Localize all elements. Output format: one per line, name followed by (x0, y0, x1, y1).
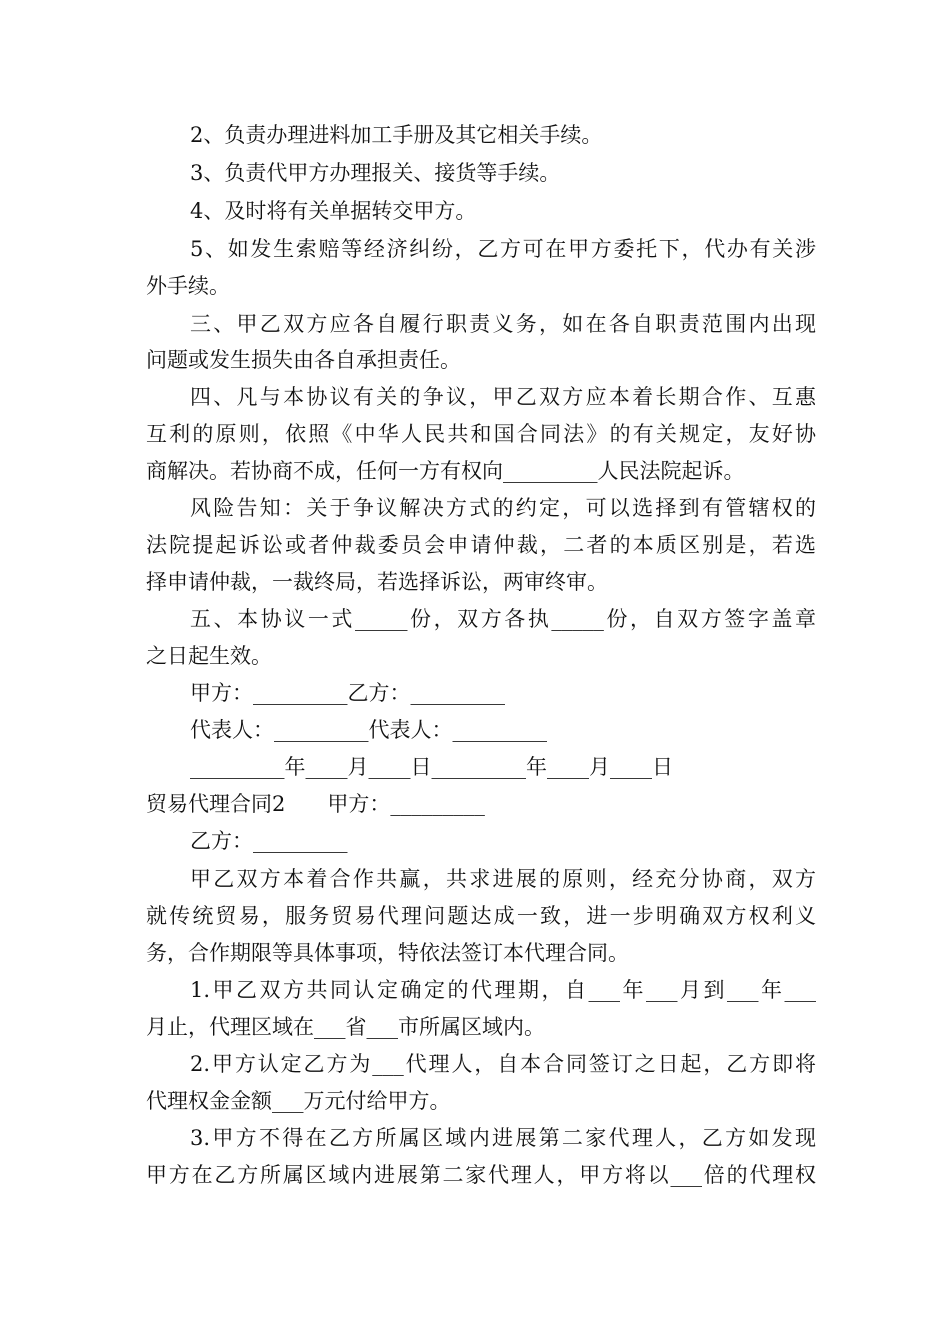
text-line: 月止，代理区域在___省___市所属区域内。 (146, 1015, 545, 1039)
text-line: 4、及时将有关单据转交甲方。 (190, 199, 477, 223)
text-line: 风险告知：关于争议解决方式的约定，可以选择到有管辖权的 (190, 496, 816, 520)
text-line: 务，合作期限等具体事项，特依法签订本代理合同。 (146, 941, 629, 965)
section-title: 贸易代理合同2 甲方：_________ (146, 792, 485, 816)
text-line: 外手续。 (146, 274, 230, 298)
text-line: 甲乙双方本着合作共赢，共求进展的原则，经充分协商，双方 (190, 867, 816, 891)
text-line: 之日起生效。 (146, 644, 272, 668)
text-line: 互利的原则，依照《中华人民共和国合同法》的有关规定，友好协 (146, 422, 816, 446)
text-line: 代理权金金额___万元付给甲方。 (146, 1089, 451, 1113)
text-line: 就传统贸易，服务贸易代理问题达成一致，进一步明确双方权利义 (146, 904, 816, 928)
signature-line: 代表人：_________代表人：_________ (190, 718, 547, 742)
text-line: 1.甲乙双方共同认定确定的代理期，自___年___月到___年___ (190, 978, 816, 1002)
text-line: 问题或发生损失由各自承担责任。 (146, 348, 461, 372)
text-line: 3.甲方不得在乙方所属区域内进展第二家代理人，乙方如发现 (190, 1126, 816, 1150)
text-line: 3、负责代甲方办理报关、接货等手续。 (190, 161, 561, 185)
text-line: 甲方在乙方所属区域内进展第二家代理人，甲方将以___倍的代理权 (146, 1163, 816, 1187)
date-line: _________年____月____日_________年____月____日 (190, 755, 673, 779)
text-line: 三、甲乙双方应各自履行职责义务，如在各自职责范围内出现 (190, 312, 816, 336)
text-line: 四、凡与本协议有关的争议，甲乙双方应本着长期合作、互惠 (190, 385, 816, 409)
signature-line: 乙方：_________ (190, 829, 348, 853)
text-line: 2.甲方认定乙方为___代理人，自本合同签订之日起，乙方即将 (190, 1052, 816, 1076)
text-line: 商解决。若协商不成，任何一方有权向_________人民法院起诉。 (146, 459, 745, 483)
text-line: 择申请仲裁，一裁终局，若选择诉讼，两审终审。 (146, 570, 608, 594)
text-line: 五、本协议一式_____份，双方各执_____份，自双方签字盖章 (190, 607, 816, 631)
text-line: 5、如发生索赔等经济纠纷，乙方可在甲方委托下，代办有关涉 (190, 237, 816, 261)
text-line: 法院提起诉讼或者仲裁委员会申请仲裁，二者的本质区别是，若选 (146, 533, 816, 557)
signature-line: 甲方：_________乙方：_________ (190, 681, 505, 705)
text-line: 2、负责办理进料加工手册及其它相关手续。 (190, 123, 603, 147)
